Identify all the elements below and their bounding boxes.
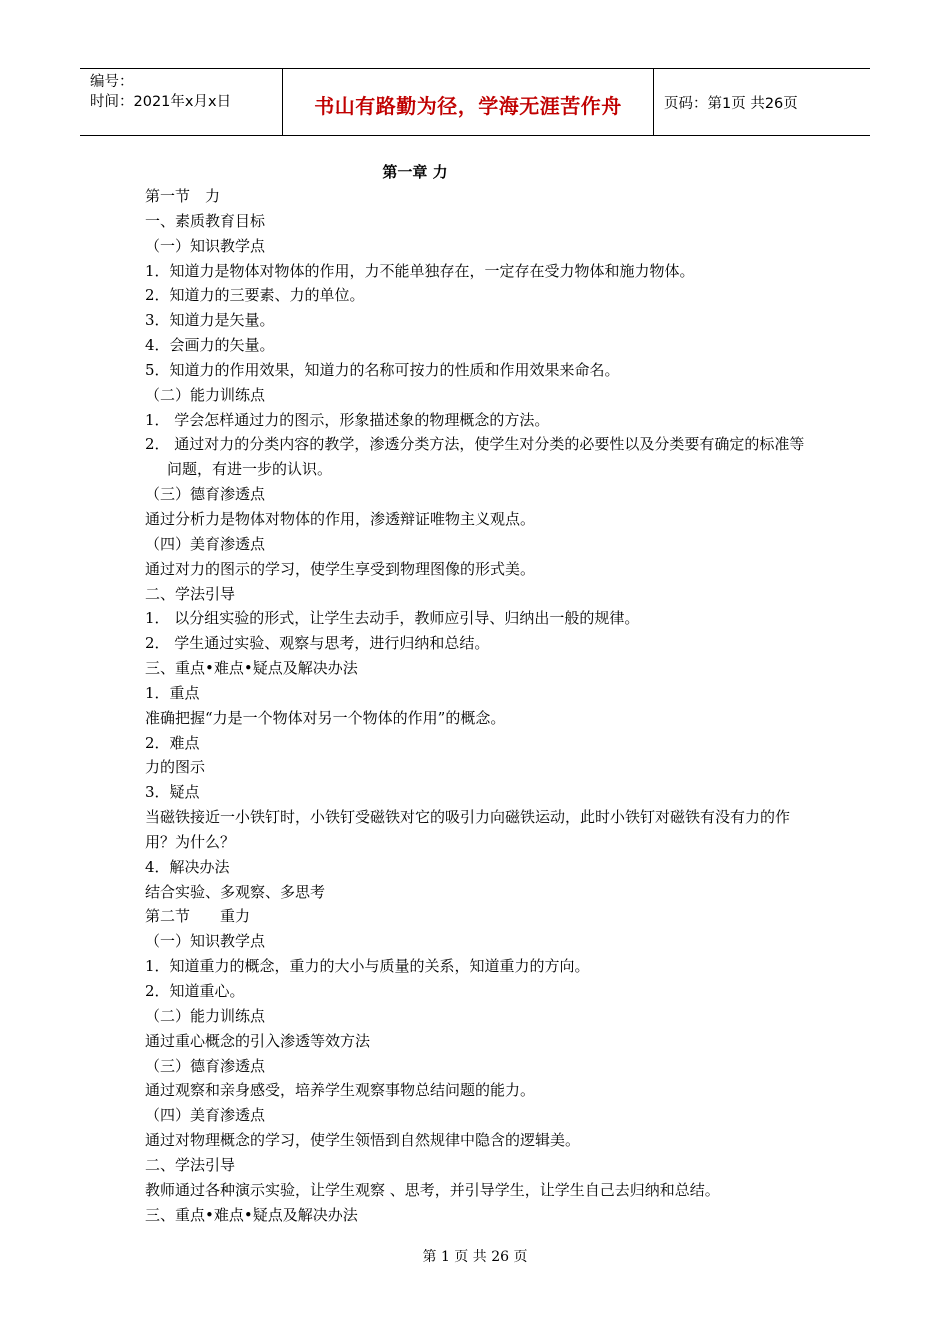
header-page-info: 页码：第1页 共26页 bbox=[664, 95, 798, 112]
subsection-heading: （二）能力训练点 bbox=[145, 1006, 266, 1025]
subsection-heading: （二）能力训练点 bbox=[145, 385, 266, 404]
header-motto-cell bbox=[282, 69, 654, 135]
paragraph-line: 结合实验、多观察、多思考 bbox=[145, 882, 326, 901]
paragraph-wrapped: 当磁铁接近一小铁钉时，小铁钉受磁铁对它的吸引力向磁铁运动，此时小铁钉对磁铁有没有力的作用？为什么？ bbox=[145, 808, 791, 851]
subsection-heading: （一）知识教学点 bbox=[145, 236, 266, 255]
subsection-heading: （三）德育渗透点 bbox=[145, 485, 266, 504]
subsection-heading: 4．解决办法 bbox=[145, 857, 230, 876]
section-heading: 第一节 力 bbox=[145, 187, 221, 205]
paragraph-line: 1．知道力是物体对物体的作用，力不能单独存在，一定存在受力物体和施力物体。 bbox=[145, 261, 695, 280]
paragraph-line: 2．知道重心。 bbox=[145, 982, 245, 1000]
section-heading: 一、素质教育目标 bbox=[145, 211, 266, 230]
paragraph-wrapped: 2． 通过对力的分类内容的教学，渗透分类方法，使学生对分类的必要性以及分类要有确定的标准等问题，有进一步的认识。 bbox=[145, 435, 805, 479]
paragraph-line: 通过对物理概念的学习，使学生领悟到自然规律中隐含的逻辑美。 bbox=[145, 1131, 581, 1150]
page-footer: 第 1 页 共 26 页 bbox=[422, 1249, 528, 1265]
document-number-label: 编号： bbox=[90, 74, 134, 90]
header-page-cell bbox=[654, 69, 870, 135]
section-heading: 第二节 重力 bbox=[145, 907, 251, 926]
header-info-cell bbox=[80, 69, 282, 135]
paragraph-line: 教师通过各种演示实验，让学生观察 、思考，并引导学生，让学生自己去归纳和总结。 bbox=[145, 1180, 720, 1199]
paragraph-line: 1． 以分组实验的形式，让学生去动手，教师应引导、归纳出一般的规律。 bbox=[145, 609, 640, 628]
subsection-heading: 1．重点 bbox=[145, 683, 200, 702]
subsection-heading: （四）美育渗透点 bbox=[145, 1106, 266, 1125]
chapter-title: 第一章 力 bbox=[382, 163, 448, 181]
subsection-heading: （三）德育渗透点 bbox=[145, 1056, 266, 1075]
section-heading: 三、重点•难点•疑点及解决办法 bbox=[145, 659, 358, 678]
paragraph-line: 通过分析力是物体对物体的作用，渗透辩证唯物主义观点。 bbox=[145, 509, 536, 528]
subsection-heading: （四）美育渗透点 bbox=[145, 534, 266, 553]
paragraph-line: 5．知道力的作用效果，知道力的名称可按力的性质和作用效果来命名。 bbox=[145, 360, 620, 379]
paragraph-line: 力的图示 bbox=[145, 758, 206, 777]
paragraph-line: 通过观察和亲身感受，培养学生观察事物总结问题的能力。 bbox=[145, 1081, 536, 1100]
paragraph-line: 通过重心概念的引入渗透等效方法 bbox=[145, 1031, 371, 1050]
page-header bbox=[80, 68, 870, 136]
paragraph-line: 1．知道重力的概念，重力的大小与质量的关系，知道重力的方向。 bbox=[145, 957, 590, 976]
paragraph-line: 通过对力的图示的学习，使学生享受到物理图像的形式美。 bbox=[145, 559, 536, 578]
paragraph-line: 2．知道力的三要素、力的单位。 bbox=[145, 286, 365, 305]
paragraph-line: 准确把握“力是一个物体对另一个物体的作用”的概念。 bbox=[145, 708, 506, 727]
document-date-label: 时间：2021年x月x日 bbox=[90, 94, 232, 110]
subsection-heading: 3．疑点 bbox=[145, 783, 200, 802]
section-heading: 二、学法引导 bbox=[145, 1155, 236, 1174]
header-motto: 书山有路勤为径，学海无涯苦作舟 bbox=[314, 93, 622, 118]
section-heading: 三、重点•难点•疑点及解决办法 bbox=[145, 1205, 358, 1224]
subsection-heading: 2．难点 bbox=[145, 733, 200, 752]
subsection-heading: （一）知识教学点 bbox=[145, 932, 266, 951]
paragraph-line: 4．会画力的矢量。 bbox=[145, 336, 275, 355]
paragraph-line: 3．知道力是矢量。 bbox=[145, 311, 275, 330]
paragraph-line: 1． 学会怎样通过力的图示，形象描述象的物理概念的方法。 bbox=[145, 410, 550, 429]
paragraph-line: 2． 学生通过实验、观察与思考，进行归纳和总结。 bbox=[145, 634, 490, 653]
section-heading: 二、学法引导 bbox=[145, 584, 236, 603]
document-body bbox=[145, 184, 815, 1227]
